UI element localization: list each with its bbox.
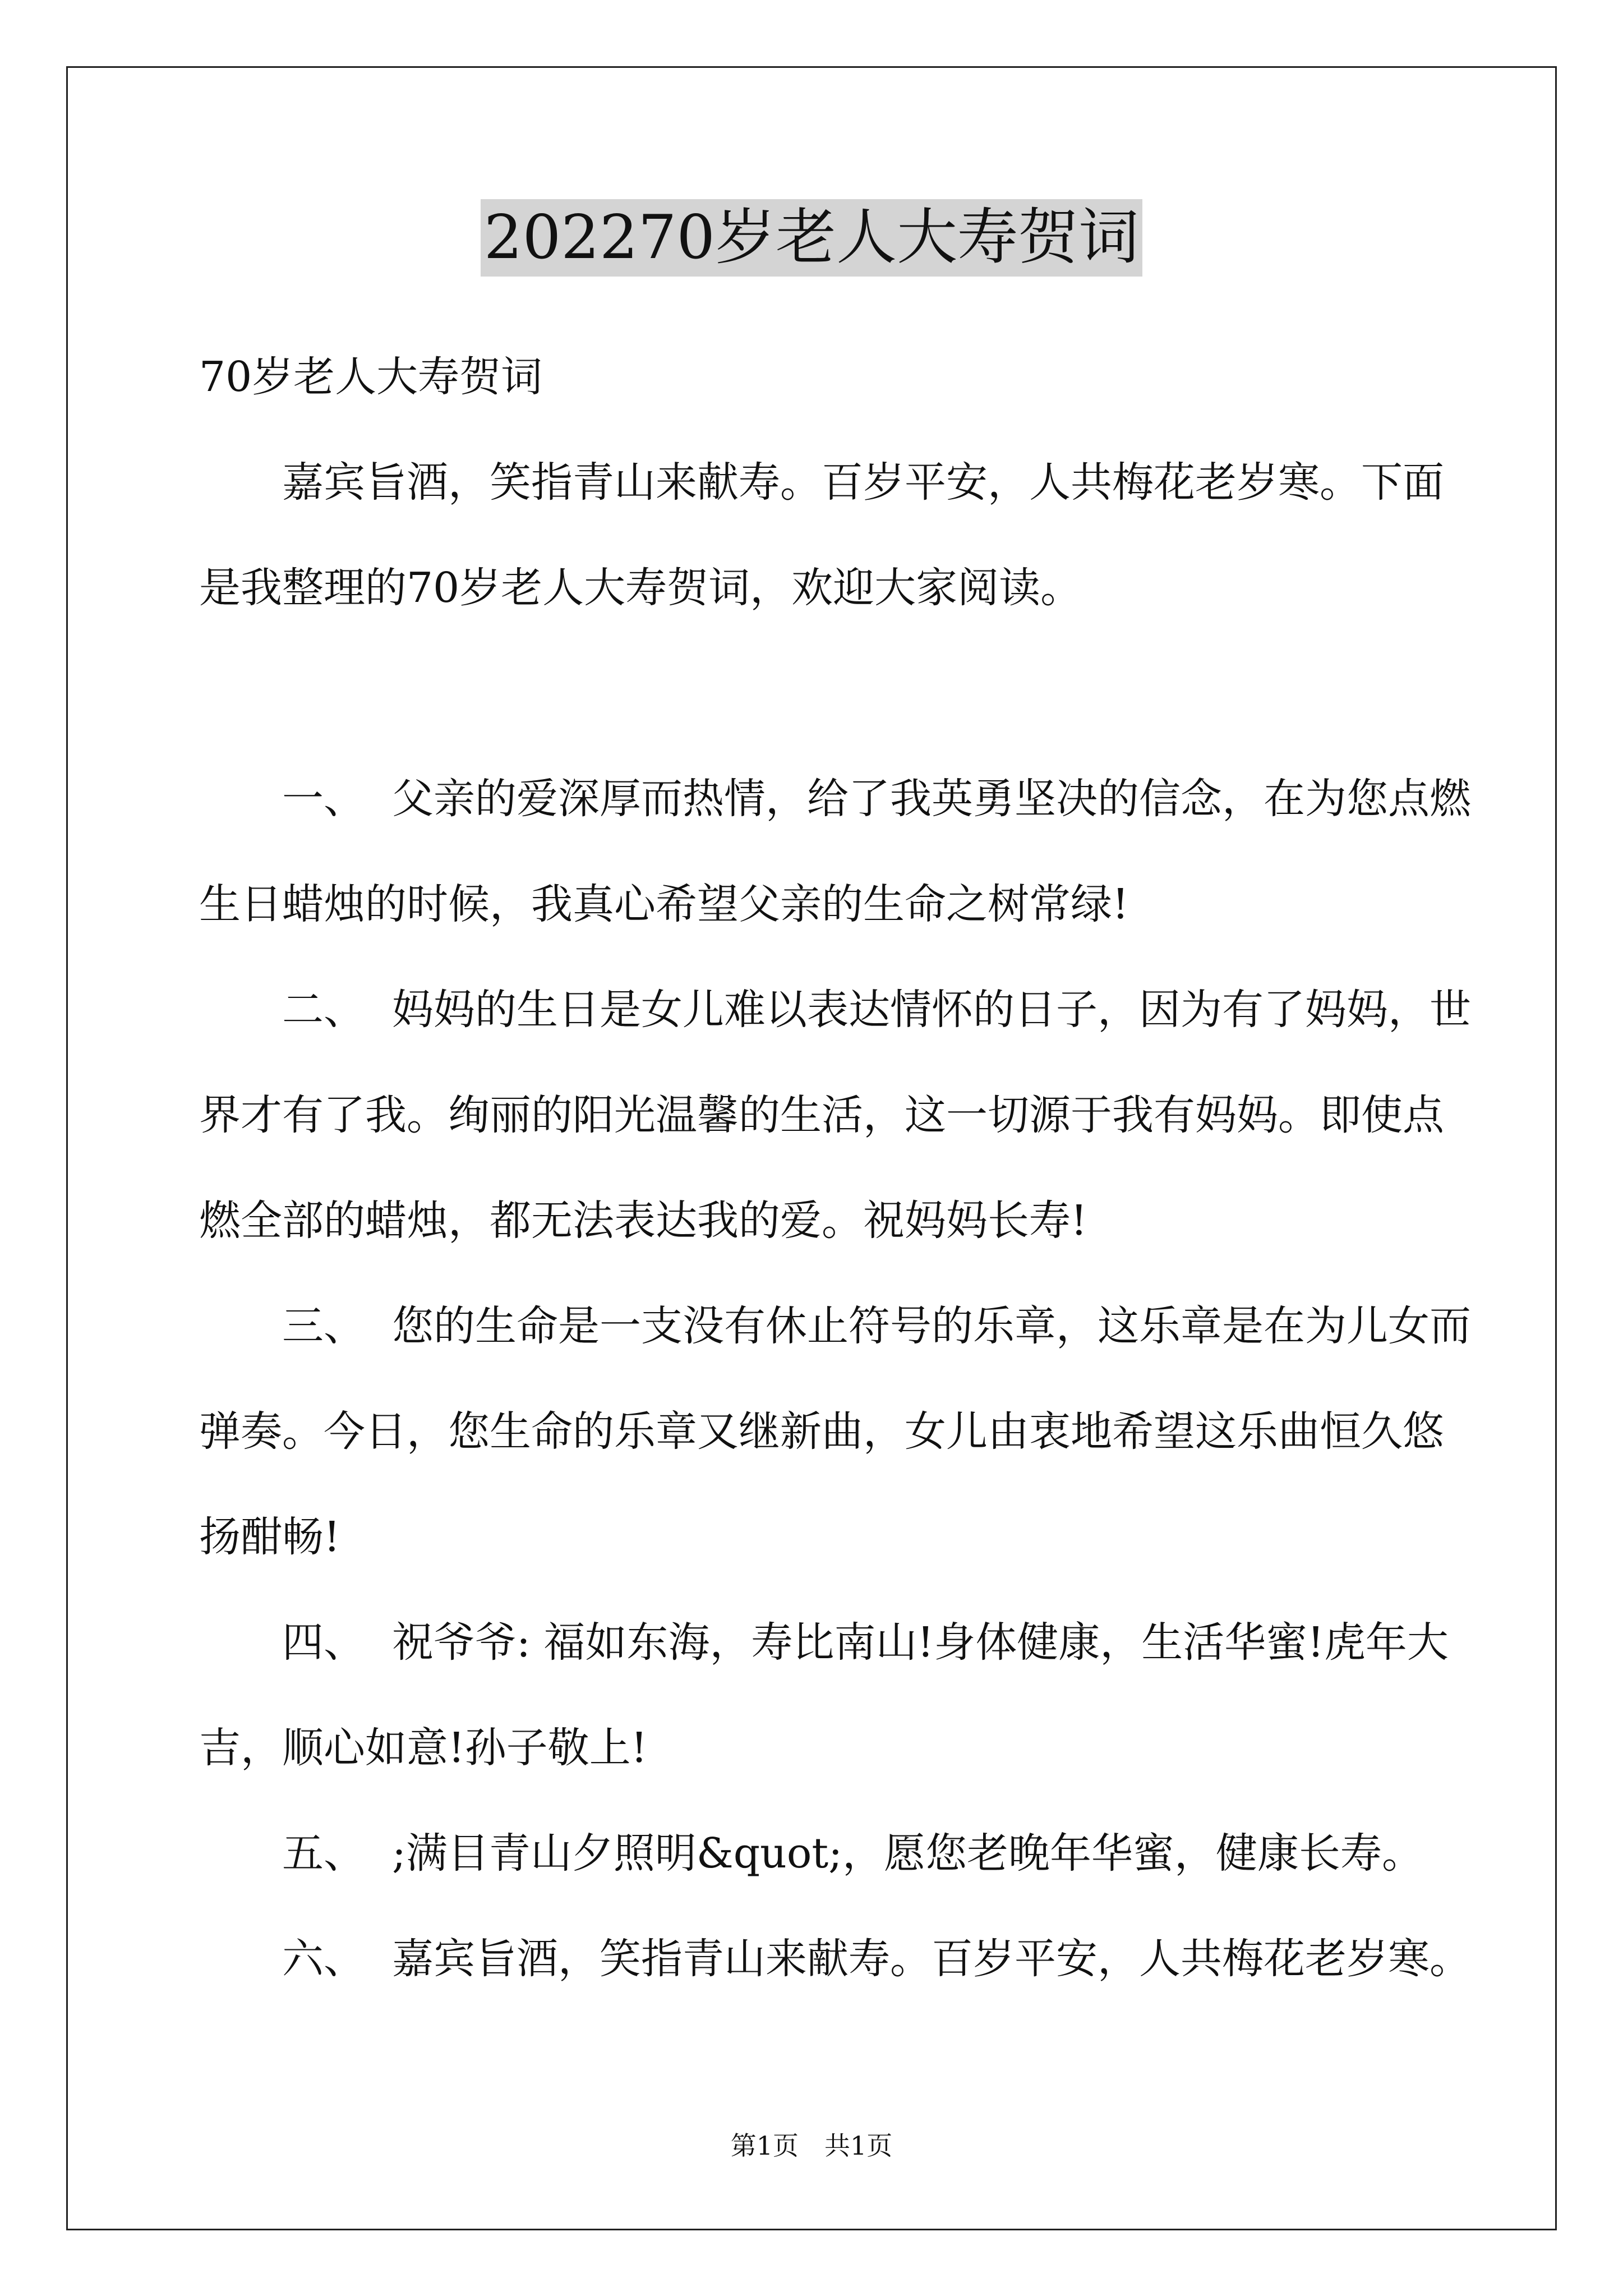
- intro-paragraph-line: 是我整理的70岁老人大寿贺词，欢迎大家阅读。: [199, 564, 1082, 612]
- intro-paragraph-line: 嘉宾旨酒，笑指青山来献寿。百岁平安，人共梅花老岁寒。下面: [282, 458, 1444, 507]
- list-item-2: [199, 957, 1471, 1062]
- title-block: [0, 199, 1623, 277]
- list-item-3: [199, 1273, 1471, 1379]
- blank-line: [199, 641, 1433, 746]
- document-body: [199, 324, 1471, 2012]
- list-item-text: 祝爷爷: 福如东海，寿比南山!身体健康，生活华蜜!虎年大: [392, 1618, 1449, 1667]
- list-item-number: 二、: [282, 986, 365, 1034]
- list-item-2-continuation: 燃全部的蜡烛，都无法表达我的爱。祝妈妈长寿!: [199, 1197, 1087, 1245]
- list-item-4: [199, 1590, 1449, 1695]
- page-number-current: 第1页: [730, 2131, 799, 2161]
- list-item-1: [199, 746, 1471, 852]
- list-item-5: [199, 1801, 1433, 1906]
- list-item-3-continuation: 扬酣畅!: [199, 1513, 340, 1561]
- list-item-number: 四、: [282, 1618, 365, 1667]
- list-item-number: 六、: [282, 1935, 365, 1983]
- page-number-total: 共1页: [824, 2131, 893, 2161]
- list-item-number: 五、: [282, 1829, 365, 1878]
- list-item-1-continuation: 生日蜡烛的时候，我真心希望父亲的生命之树常绿!: [199, 880, 1129, 928]
- document-heading: 70岁老人大寿贺词: [199, 353, 543, 401]
- list-item-number: 一、: [282, 775, 365, 823]
- list-item-3-continuation: 弹奏。今日，您生命的乐章又继新曲，女儿由衷地希望这乐曲恒久悠: [199, 1407, 1444, 1456]
- document-title: 202270岁老人大寿贺词: [481, 199, 1142, 277]
- list-item-number: 三、: [282, 1302, 365, 1350]
- list-item-text: 您的生命是一支没有休止符号的乐章，这乐章是在为儿女而: [392, 1302, 1471, 1350]
- list-item-text: 父亲的爱深厚而热情，给了我英勇坚决的信念，在为您点燃: [392, 775, 1471, 823]
- list-item-text: 妈妈的生日是女儿难以表达情怀的日子，因为有了妈妈，世: [392, 986, 1471, 1034]
- list-item-6: [199, 1906, 1471, 2012]
- list-item-text: ;满目青山夕照明&quot;，愿您老晚年华蜜，健康长寿。: [392, 1829, 1424, 1878]
- page-footer: [0, 2129, 1623, 2162]
- list-item-4-continuation: 吉，顺心如意!孙子敬上!: [199, 1724, 648, 1772]
- list-item-2-continuation: 界才有了我。绚丽的阳光温馨的生活，这一切源于我有妈妈。即使点: [199, 1091, 1444, 1139]
- list-item-text: 嘉宾旨酒，笑指青山来献寿。百岁平安，人共梅花老岁寒。: [392, 1935, 1471, 1983]
